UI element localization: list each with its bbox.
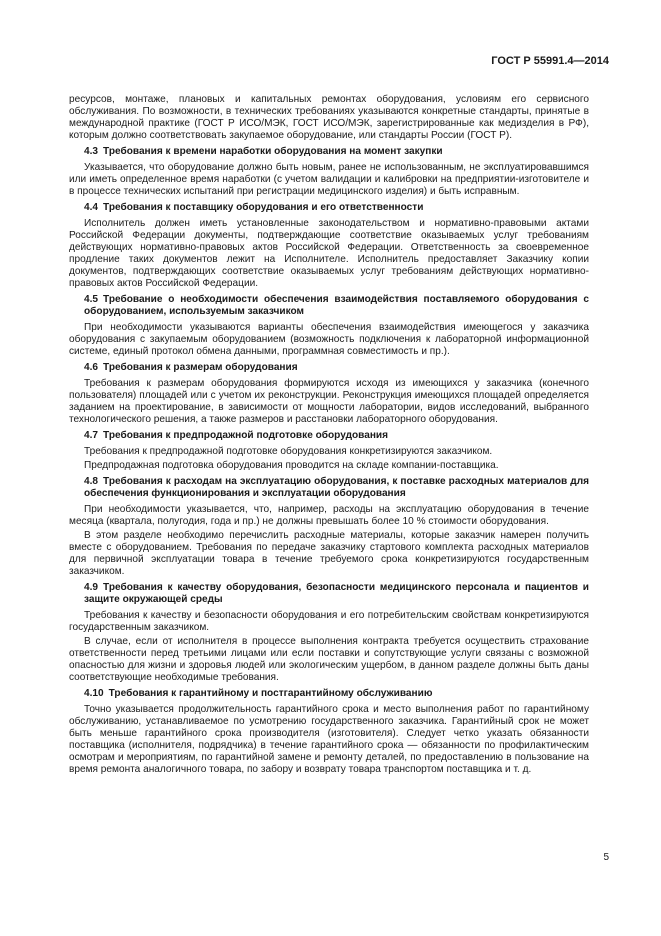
section-heading-4-10: 4.10 Требования к гарантийному и постгарантийному обслуживанию — [84, 688, 433, 699]
section-paragraph: Точно указывается продолжительность гарантийного срока и место выполнения работ по гарантийному обслуживанию, устанавливаемое по усмотрению государственного заказчика. Гарантийный срок не может быть меньше гарантийного срока производителя (изготовителя). Следует четко указать обязанности поставщика (исполнителя, подрядчика) в течение гарантийного срока — обязанности по профилактическим осмотрам и мероприятиям, по гарантийной замене и ремонту деталей, по предоставлению в пользование на время ремонта аналогичного товара, по забору и возврату товара транспортом поставщика и т. д. — [69, 704, 589, 775]
section-heading-4-7: 4.7 Требования к предпродажной подготовке оборудования — [84, 430, 389, 441]
section-heading-4-4: 4.4 Требования к поставщику оборудования и его ответственности — [84, 202, 424, 213]
section-paragraph: Указывается, что оборудование должно быть новым, ранее не использованным, не эксплуатировавшимся или иметь определенное время наработки (с учетом валидации и калибровки на предприятии-изготовителе и в процессе технических испытаний при регистрации медицинского изделия) и быть исправным. — [69, 162, 589, 197]
section-heading-4-6: 4.6 Требования к размерам оборудования — [84, 362, 298, 373]
intro-paragraph: ресурсов, монтаже, плановых и капитальных ремонтах оборудования, условиям его сервисного обслуживания. По возможности, в технических требованиях указываются конкретные стандарты, принятые в международной практике (ГОСТ Р ИСО/МЭК, ГОСТ ИСО/МЭК, зарегистрированные как медизделия в РФ), которым должно соответствовать закупаемое оборудование, или стандарты России (ГОСТ Р). — [69, 94, 589, 141]
document-body — [69, 94, 589, 778]
section-paragraph: При необходимости указывается, что, например, расходы на эксплуатацию оборудования в течение месяца (квартала, полугодия, года и пр.) не должны превышать более 10 % стоимости оборудования. — [69, 504, 589, 527]
section-paragraph: Требования к предпродажной подготовке оборудования конкретизируются заказчиком. — [84, 446, 493, 457]
page-number: 5 — [603, 852, 609, 863]
section-heading-4-3: 4.3 Требования к времени наработки оборудования на момент закупки — [84, 146, 443, 157]
section-heading-4-9: 4.9 Требования к качеству оборудования, безопасности медицинского персонала и пациентов и защите окружающей среды — [84, 582, 589, 605]
section-paragraph: Предпродажная подготовка оборудования проводится на складе компании-поставщика. — [84, 460, 499, 471]
section-paragraph: Требования к размерам оборудования формируются исходя из имеющихся у заказчика (конечного пользователя) площадей или с учетом их реконструкции. Реконструкция имеющихся площадей определяется заданием на проектирование, в зависимости от мощности лаборатории, видов исследований, выбранного технологического решения, а также размеров и расстановки лабораторного оборудования. — [69, 378, 589, 425]
document-code: ГОСТ Р 55991.4—2014 — [491, 55, 609, 67]
section-paragraph: Требования к качеству и безопасности оборудования и его потребительским свойствам конкретизируются государственным заказчиком. — [69, 610, 589, 633]
section-heading-4-5: 4.5 Требование о необходимости обеспечения взаимодействия поставляемого оборудования с оборудованием, используемым заказчиком — [84, 294, 589, 317]
section-paragraph: При необходимости указываются варианты обеспечения взаимодействия имеющегося у заказчика оборудования с закупаемым оборудованием (возможность подключения к лабораторной информационной системе, единый протокол обмена данными, программная совместимость и пр.). — [69, 322, 589, 357]
section-paragraph: В случае, если от исполнителя в процессе выполнения контракта требуется осуществить страхование ответственности перед третьими лицами или если поставки и сопутствующие услуги связаны с возможной опасностью для жизни и здоровья людей или экологическим ущербом, в данном разделе должны быть даны соответствующие необходимые требования. — [69, 636, 589, 683]
section-heading-4-8: 4.8 Требования к расходам на эксплуатацию оборудования, к поставке расходных материалов для обеспечения функционирования и эксплуатации оборудования — [84, 476, 589, 499]
section-paragraph: В этом разделе необходимо перечислить расходные материалы, которые заказчик намерен получить вместе с оборудованием. Требования по передаче заказчику стартового комплекта расходных материалов для первичной эксплуатации товара в течение требуемого срока конкретизируются государственным заказчиком. — [69, 530, 589, 577]
section-paragraph: Исполнитель должен иметь установленные законодательством и нормативно-правовыми актами Российской Федерации документы, подтверждающие соответствие оказываемых услуг требованиям действующих нормативно-правовых актов Российской Федерации. Ответственность за своевременное продление таких документов лежит на Исполнителе. Исполнитель предоставляет Заказчику копии документов, подтверждающих соответствие оказываемых услуг требованиям действующих нормативно-правовых актов Российской Федерации. — [69, 218, 589, 289]
